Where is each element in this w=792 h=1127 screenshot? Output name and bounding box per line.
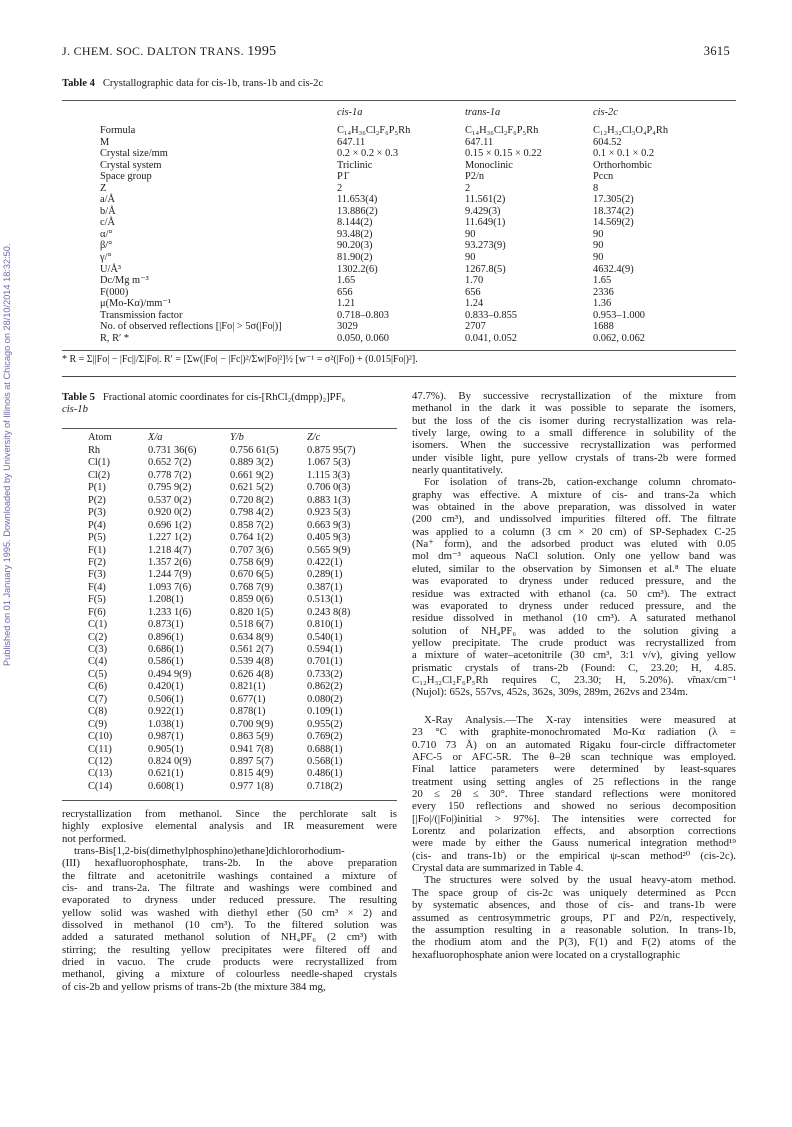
text-line: eluted, similar to the observation by Simonsen et al.⁸ The eluate [412, 562, 736, 575]
table5-atom-cell: F(5) [88, 594, 106, 606]
table5-y-cell: 0.561 2(7) [230, 644, 274, 655]
table4-row-label: β/° [100, 240, 113, 252]
table4-cell: 1688 [593, 321, 614, 333]
table5-z-cell: 0.568(1) [307, 755, 343, 767]
text-line: treatment using setting angles of 25 reflections in the range [412, 775, 736, 788]
text-line: assumed as centrosymmetric groups, P1̄ and P2/n, respectively, [412, 911, 736, 924]
text-line: 47.7%). By successive recrystallization of the mixture from [412, 390, 736, 402]
table4-row-label: Transmission factor [100, 309, 183, 321]
text-line: solution of NH₄PF₆ was added to the solution giving a [412, 624, 736, 637]
table5-x-cell: 0.731 36(6) [148, 445, 197, 456]
table4-cell: 8.144(2) [337, 217, 373, 229]
table4-cell: 656 [337, 286, 353, 298]
table5-z-cell: 0.540(1) [307, 631, 343, 643]
table4-cell: 0.833–0.855 [465, 309, 517, 321]
table5-title: Fractional atomic coordinates for cis-[RhCl₂(dmpp)₂]PF₆ [102, 392, 346, 403]
table4-cell: 90 [465, 228, 476, 240]
table4-row-label: M [100, 136, 110, 148]
table4-cell: 647.11 [337, 136, 366, 148]
text-line: every 150 reflections and showed no serious decomposition [412, 800, 736, 813]
table5-bottom-rule [62, 800, 397, 801]
table4-row-label: c/Å [100, 217, 116, 229]
table5-z-cell: 0.513(1) [307, 594, 343, 606]
table5-atom-cell: P(4) [88, 519, 106, 531]
table4-row-labels [100, 125, 282, 344]
table5-atom-cell: C(8) [88, 706, 108, 718]
table5-y-cell: 0.863 5(9) [230, 731, 274, 743]
table4-cell: 1302.2(6) [337, 263, 378, 275]
text-line: AFC-5 or AFC-5R. The θ–2θ scan technique was employed. [412, 751, 736, 764]
table4-row-label: No. of observed reflections [|Fo| > 5σ(|Fo|)] [100, 321, 282, 333]
text-line: Lorentz and polarization effects, and absorption corrections [412, 825, 736, 838]
text-line: a mixture of water–acetonitrile (30 cm³, 3:1 v/v), giving yellow [412, 649, 736, 662]
text-line: For isolation of trans-2b, cation-exchange column chromato- [424, 476, 736, 489]
table5-z-cell: 0.955(2) [307, 718, 343, 730]
table4-cell: 1.24 [465, 298, 484, 310]
table5-x-cell: 0.506(1) [148, 693, 184, 705]
table5-x-cell: 0.778 7(2) [148, 469, 192, 481]
table5-column-z [307, 445, 355, 793]
text-line: nearly quantitatively. [412, 464, 504, 477]
table5-atom-cell: F(1) [88, 544, 106, 556]
table5-atom-cell: P(5) [88, 532, 106, 544]
table5-y-cell: 0.889 3(2) [230, 457, 274, 469]
table4-column-cis-1a [337, 125, 410, 344]
table4-cell: 2 [465, 182, 471, 194]
text-line: evaporated to dryness under reduced pressure. The resulting [62, 894, 397, 907]
table5-x-cell: 0.905(1) [148, 743, 184, 755]
table5-z-cell: 0.422(1) [307, 556, 343, 568]
table4-cell: 93.48(2) [337, 228, 373, 240]
text-line: yellow precipitate. The crude product was recrystallized from [412, 636, 736, 649]
table5-z-cell: 0.243 8(8) [307, 606, 351, 618]
body-text-right-a [412, 390, 736, 699]
table5-y-cell: 0.661 9(2) [230, 469, 274, 481]
text-line: the assumption resulting in a reasonable solution. In trans-1b, [412, 923, 736, 936]
table5-y-cell: 0.859 0(6) [230, 594, 274, 606]
text-line: residue was extracted with ethanol (ca. 50 cm³). The extract [412, 587, 736, 600]
table4-row-label: U/Å³ [100, 263, 122, 275]
text-line: trans-Bis[1,2-bis(dimethylphosphino)ethane]dichlororhodium- [74, 845, 345, 858]
table5-head-atom: Atom [88, 432, 112, 443]
table4-column-cis-2c [593, 125, 668, 344]
text-line: recrystallization from methanol. Since the perchlorate salt is [62, 808, 397, 820]
table5-atom-cell: F(2) [88, 556, 106, 568]
table4-cell: 13.886(2) [337, 205, 378, 217]
page-number: 3615 [703, 44, 730, 58]
text-line: yellow solid was washed with diethyl ether (50 cm³ × 2) and [62, 906, 397, 919]
table5-z-cell: 0.688(1) [307, 743, 343, 755]
text-line: were made by either the Gauss numerical integration method¹⁹ [412, 837, 736, 850]
table5-atom-cell: C(6) [88, 681, 108, 693]
table5-y-cell: 0.707 3(6) [230, 544, 274, 556]
table5-column-atom [88, 445, 112, 793]
table5-x-cell: 0.652 7(2) [148, 457, 192, 469]
table5-atom-cell: Cl(1) [88, 457, 110, 469]
table4-cell: 90 [593, 228, 604, 240]
table5-atom-cell: P(1) [88, 482, 106, 494]
table4-cell: 90 [593, 252, 604, 264]
table5-z-cell: 0.769(2) [307, 731, 343, 743]
text-line: cis- and trans-2a. The filtrate and washings were combined and [62, 882, 397, 895]
text-line: not performed. [62, 832, 127, 845]
text-line: hexafluorophosphate anion were located on a crystallographic [412, 948, 681, 961]
table5-atom-cell: C(2) [88, 631, 108, 643]
table5-z-cell: 0.706 0(3) [307, 482, 351, 494]
table5-x-cell: 0.873(1) [148, 619, 184, 631]
text-line: [|Fo|/(|Fo|)initial > 97%]. The intensities were corrected for [412, 812, 736, 825]
table4-cell: 11.649(1) [465, 217, 506, 229]
table4-cell: Pccn [593, 171, 614, 183]
table4-cell: P1̄ [337, 171, 348, 183]
table4-cell: 0.041, 0.052 [465, 332, 517, 344]
table5-z-cell: 0.862(2) [307, 681, 343, 693]
table4-row-label: Crystal system [100, 159, 162, 171]
text-line: dissolved in methanol (10 cm³). To the filtered solution was [62, 919, 397, 932]
table5-atom-cell: C(3) [88, 644, 108, 655]
text-line: graphy was effective. A mixture of cis- and trans-2a which [412, 488, 736, 501]
table5-y-cell: 0.634 8(9) [230, 631, 274, 643]
table5-x-cell: 1.218 4(7) [148, 544, 192, 556]
table5-atom-cell: C(5) [88, 668, 108, 680]
table5-z-cell: 0.594(1) [307, 644, 343, 655]
text-line: prismatic crystals of trans-2b (Found: C, 23.20; H, 4.85. [412, 661, 736, 674]
text-line: (Nujol): 652s, 557vs, 452s, 362s, 309s, 289m, 262vs and 234m. [412, 686, 688, 699]
table4-bottom-rule [62, 350, 736, 351]
text-line: Crystal data are summarized in Table 4. [412, 862, 584, 875]
text-line: of cis-2b and yellow prisms of trans-2b (the mixture 384 mg, [62, 980, 326, 993]
table4-cell: 93.273(9) [465, 240, 506, 252]
table4-cell: 0.2 × 0.2 × 0.3 [337, 148, 399, 160]
table5-x-cell: 0.494 9(9) [148, 668, 192, 680]
table5-z-cell: 0.875 95(7) [307, 445, 356, 456]
table5-z-cell: 0.883 1(3) [307, 494, 351, 506]
table5-label: Table 5 [62, 392, 95, 403]
table4-cell: 1.21 [337, 298, 356, 310]
table5-x-cell: 1.227 1(2) [148, 532, 192, 544]
table5-z-cell: 0.923 5(3) [307, 507, 351, 519]
table5-z-cell: 0.486(1) [307, 768, 343, 780]
table4-row-label: Formula [100, 125, 136, 136]
table5-x-cell: 0.586(1) [148, 656, 184, 668]
text-line: but the loss of the cis isomer during recrystallization was rela- [412, 414, 736, 427]
table4-cell: 1.65 [593, 275, 612, 287]
table5-z-cell: 0.810(1) [307, 619, 343, 631]
table5-x-cell: 0.696 1(2) [148, 519, 192, 531]
table5-x-cell: 1.093 7(6) [148, 581, 192, 593]
text-line: added a saturated methanol solution of NH₄PF₆ (2 cm³) with [62, 931, 397, 944]
table5-atom-cell: C(7) [88, 693, 108, 705]
text-line: (Na⁺ form), and the adsorbed product was eluted with 0.05 [412, 538, 736, 551]
table5-z-cell: 0.387(1) [307, 581, 343, 593]
table5-y-cell: 0.626 4(8) [230, 668, 274, 680]
table4-cell: 90.20(3) [337, 240, 373, 252]
table5-y-cell: 0.878(1) [230, 706, 266, 718]
text-line: X-Ray Analysis.—The X-ray intensities were measured at [424, 714, 736, 726]
table5-y-cell: 0.621 5(2) [230, 482, 274, 494]
text-line: dried in vacuo. The crude products were recrystallized from [62, 956, 397, 969]
table4-cell: 2707 [465, 321, 486, 333]
table5-z-cell: 0.718(2) [307, 780, 343, 792]
table4-cell: 18.374(2) [593, 205, 634, 217]
table5-atom-cell: Cl(2) [88, 469, 110, 481]
table4-cell: Monoclinic [465, 159, 513, 171]
text-line: 20 ≤ 2θ ≤ 30°. Three standard reflections were monitored [412, 788, 736, 801]
table5-x-cell: 0.920 0(2) [148, 507, 192, 519]
text-line: by systematic absences, and those of cis- and trans-1b were [412, 899, 736, 912]
table5-x-cell: 0.537 0(2) [148, 494, 192, 506]
table5-head-x: X/a [148, 432, 163, 443]
table4-cell: 14.569(2) [593, 217, 634, 229]
text-line: highly explosive elemental analysis and IR measurement were [62, 820, 397, 833]
table4 [0, 107, 792, 367]
table4-label: Table 4 [62, 78, 95, 89]
table4-cell: 604.52 [593, 136, 622, 148]
text-line: stirring; the resulting yellow precipitates were filtered off and [62, 943, 397, 956]
table5-top-rule [62, 428, 397, 429]
table5-x-cell: 0.795 9(2) [148, 482, 192, 494]
table4-row-label: Space group [100, 171, 152, 183]
table5-y-cell: 0.677(1) [230, 693, 266, 705]
table5-column-x [148, 445, 196, 793]
table5-y-cell: 0.758 6(9) [230, 556, 274, 568]
table5-y-cell: 0.798 4(2) [230, 507, 274, 519]
table4-row-label: α/° [100, 228, 113, 240]
table4-cell: 2336 [593, 286, 614, 298]
text-line: 0.710 73 Å) on an automated Rigaku four-circle diffractometer [412, 738, 736, 751]
text-line: C₁₂H₃₂Cl₂F₆P₅Rh requires C, 23.30; H, 5.20%). ν̃max/cm⁻¹ [412, 673, 736, 686]
table4-row-label: b/Å [100, 205, 116, 217]
table4-cell: 0.15 × 0.15 × 0.22 [465, 148, 542, 160]
text-line: The structures were solved by the usual heavy-atom method. [424, 874, 736, 887]
table4-cell: 90 [593, 240, 604, 252]
table4-title: Crystallographic data for cis-1b, trans-1b and cis-2c [102, 78, 324, 89]
text-line: methanol in the dark it was possible to separate the isomers, [412, 402, 736, 415]
text-line: the filtrate and acetonitrile washings contained a mixture of [62, 869, 397, 882]
table5-y-cell: 0.821(1) [230, 681, 266, 693]
text-line: mol dm⁻³ aqueous NaCl solution. Only one yellow band was [412, 550, 736, 563]
running-header-journal [62, 44, 276, 60]
table5-z-cell: 0.565 9(9) [307, 544, 351, 556]
text-line: was obtained in the above preparation, was dissolved in water [412, 501, 736, 514]
table5-y-cell: 0.720 8(2) [230, 494, 274, 506]
table5-y-cell: 0.670 6(5) [230, 569, 274, 581]
table4-cell: 0.953–1.000 [593, 309, 645, 321]
table5-x-cell: 0.987(1) [148, 731, 184, 743]
table5-y-cell: 0.858 7(2) [230, 519, 274, 531]
table5-x-cell: 0.420(1) [148, 681, 184, 693]
journal-year: 1995 [247, 44, 277, 59]
text-line: was evaporated to dryness under reduced pressure, and the [412, 575, 736, 588]
table4-row-label: γ/° [100, 252, 112, 264]
table5-y-cell: 0.518 6(7) [230, 619, 274, 631]
table4-cell: 81.90(2) [337, 252, 373, 264]
table4-row-label: F(000) [100, 286, 129, 298]
table5-z-cell: 1.067 5(3) [307, 457, 351, 469]
table5-x-cell: 1.357 2(6) [148, 556, 192, 568]
text-line: (200 cm³), and undissolved impurities filtered off. The filtrate [412, 513, 736, 526]
body-text-left [62, 808, 397, 993]
table5-title-2: cis-1b [62, 404, 88, 415]
table4-cell: 656 [465, 286, 481, 298]
table5-y-cell: 0.768 7(9) [230, 581, 274, 593]
table4-cell: 1267.8(5) [465, 263, 506, 275]
section-rule [62, 376, 736, 377]
table4-row-label: Crystal size/mm [100, 148, 168, 160]
table5-z-cell: 0.109(1) [307, 706, 343, 718]
text-line: methanol, giving a mixture of colourless needle-shaped crystals [62, 968, 397, 981]
text-line: (III) hexafluorophosphate, trans-2b. In the above preparation [62, 857, 397, 870]
table5-atom-cell: C(12) [88, 755, 113, 767]
table4-caption [62, 78, 323, 90]
text-line: under visible light, pure yellow crystals of trans-2b were formed [412, 451, 736, 464]
table5-z-cell: 0.289(1) [307, 569, 343, 581]
download-notice: Published on 01 January 1995. Downloaded by University of Illinois at Chicago on 28/10/2014 18:32:50. [2, 243, 12, 667]
table4-cell: C₁₂H₃₂Cl₃O₄P₄Rh [593, 125, 669, 136]
table4-cell: 1.65 [337, 275, 356, 287]
table4-cell: 0.718–0.803 [337, 309, 389, 321]
text-line: was evaporated to dryness under reduced pressure, and the [412, 599, 736, 612]
journal-name: J. CHEM. SOC. DALTON TRANS. [62, 44, 244, 58]
table5-z-cell: 0.701(1) [307, 656, 343, 668]
table5-z-cell: 0.405 9(3) [307, 532, 351, 544]
table4-cell: 90 [465, 252, 476, 264]
table4-row-label: μ(Mo-Kα)/mm⁻¹ [100, 298, 171, 310]
text-line: The space group of cis-2c was uniquely determined as Pccn [412, 886, 736, 899]
table4-column-trans-1a [465, 125, 542, 344]
table4-cell: 4632.4(9) [593, 263, 634, 275]
table4-cell: 11.653(4) [337, 194, 378, 206]
text-line: (cis- and trans-1b) or the empirical ψ-scan method²⁰ (cis-2c). [412, 849, 736, 862]
text-line: residue dissolved in methanol (10 cm³). A saturated methanol [412, 612, 736, 625]
table5-y-cell: 0.820 1(5) [230, 606, 274, 618]
table5-atom-cell: Rh [88, 445, 101, 456]
table4-cell: 647.11 [465, 136, 494, 148]
table5-atom-cell: P(2) [88, 494, 106, 506]
table4-row-label: R, R′ * [100, 332, 130, 344]
table5-x-cell: 1.038(1) [148, 718, 184, 730]
table5-x-cell: 0.686(1) [148, 644, 184, 655]
table4-cell: 0.050, 0.060 [337, 332, 389, 344]
table5-y-cell: 0.764 1(2) [230, 532, 274, 544]
table5-atom-cell: F(4) [88, 581, 106, 593]
table5-atom-cell: C(10) [88, 731, 113, 743]
table5-atom-cell: F(6) [88, 606, 106, 618]
table5-atom-cell: C(4) [88, 656, 108, 668]
text-line: the rhodium atom and the P(3), F(1) and F(2) atoms of the [412, 936, 736, 949]
table5-atom-cell: P(3) [88, 507, 106, 519]
table4-footnote: * R = Σ||Fo| − |Fc||/Σ|Fo|. R′ = [Σw(|Fo| − |Fc|)²/Σw|Fo|²]½ [w⁻¹ = σ²(|Fo|) + (0.015|Fo|)²]. [62, 354, 418, 365]
table4-cell: 11.561(2) [465, 194, 506, 206]
table4-cell: 0.062, 0.062 [593, 332, 645, 344]
table5-head-y: Y/b [230, 432, 244, 443]
table4-cell: Triclinic [337, 159, 373, 171]
table5-y-cell: 0.815 4(9) [230, 768, 274, 780]
table5-y-cell: 0.700 9(9) [230, 718, 274, 730]
table5-y-cell: 0.756 61(5) [230, 445, 279, 456]
table5-atom-cell: C(1) [88, 619, 108, 631]
table5-y-cell: 0.941 7(8) [230, 743, 274, 755]
table4-cell: 3029 [337, 321, 358, 333]
table4-cell: 0.1 × 0.1 × 0.2 [593, 148, 655, 160]
text-line: isomers. When the successive recrystallization was performed [412, 439, 736, 452]
table5 [0, 432, 400, 792]
table5-atom-cell: C(9) [88, 718, 108, 730]
table5-x-cell: 0.621(1) [148, 768, 184, 780]
table5-atom-cell: C(14) [88, 780, 113, 792]
table5-atom-cell: F(3) [88, 569, 106, 581]
table4-top-rule [62, 100, 736, 101]
table5-x-cell: 1.233 1(6) [148, 606, 192, 618]
table5-x-cell: 0.824 0(9) [148, 755, 192, 767]
table5-x-cell: 0.922(1) [148, 706, 184, 718]
body-text-right-b [412, 714, 736, 961]
table4-cell: C₁₄H₃₆Cl₂F₆P₅Rh [465, 125, 539, 136]
table4-cell: C₁₄H₃₆Cl₂F₆P₅Rh [337, 125, 411, 136]
table5-x-cell: 0.896(1) [148, 631, 184, 643]
table4-cell: 2 [337, 182, 343, 194]
text-line: Final lattice parameters were determined by least-squares [412, 763, 736, 776]
table4-cell: P2/n [465, 171, 485, 183]
table4-cell: 17.305(2) [593, 194, 634, 206]
table5-z-cell: 0.080(2) [307, 693, 343, 705]
table5-y-cell: 0.897 5(7) [230, 755, 274, 767]
table5-head-z: Z/c [307, 432, 321, 443]
table4-cell: 9.429(3) [465, 205, 501, 217]
table5-z-cell: 0.733(2) [307, 668, 343, 680]
table4-row-label: a/Å [100, 194, 116, 206]
text-line: tively large, owing to a small difference in solubility of the [412, 427, 736, 440]
table4-row-label: Dc/Mg m⁻³ [100, 275, 149, 287]
table4-head-2: trans-1a [465, 107, 501, 118]
table5-atom-cell: C(13) [88, 768, 113, 780]
table5-x-cell: 1.244 7(9) [148, 569, 192, 581]
table4-head-1: cis-1a [337, 107, 363, 118]
table5-z-cell: 1.115 3(3) [307, 469, 350, 481]
table5-column-y [230, 445, 278, 793]
table5-caption [62, 392, 402, 416]
table5-x-cell: 0.608(1) [148, 780, 184, 792]
text-line: 23 °C with graphite-monochromated Mo-Kα radiation (λ = [412, 726, 736, 739]
table4-row-label: Z [100, 182, 107, 194]
table5-atom-cell: C(11) [88, 743, 112, 755]
text-line: was applied to a column (3 cm × 20 cm) of SP-Sephadex C-25 [412, 525, 736, 538]
table5-z-cell: 0.663 9(3) [307, 519, 351, 531]
table5-y-cell: 0.539 4(8) [230, 656, 274, 668]
table5-y-cell: 0.977 1(8) [230, 780, 274, 792]
table4-cell: 1.36 [593, 298, 612, 310]
table5-x-cell: 1.208(1) [148, 594, 184, 606]
table4-cell: Orthorhombic [593, 159, 652, 171]
table4-cell: 1.70 [465, 275, 484, 287]
table4-cell: 8 [593, 182, 599, 194]
table4-head-3: cis-2c [593, 107, 618, 118]
